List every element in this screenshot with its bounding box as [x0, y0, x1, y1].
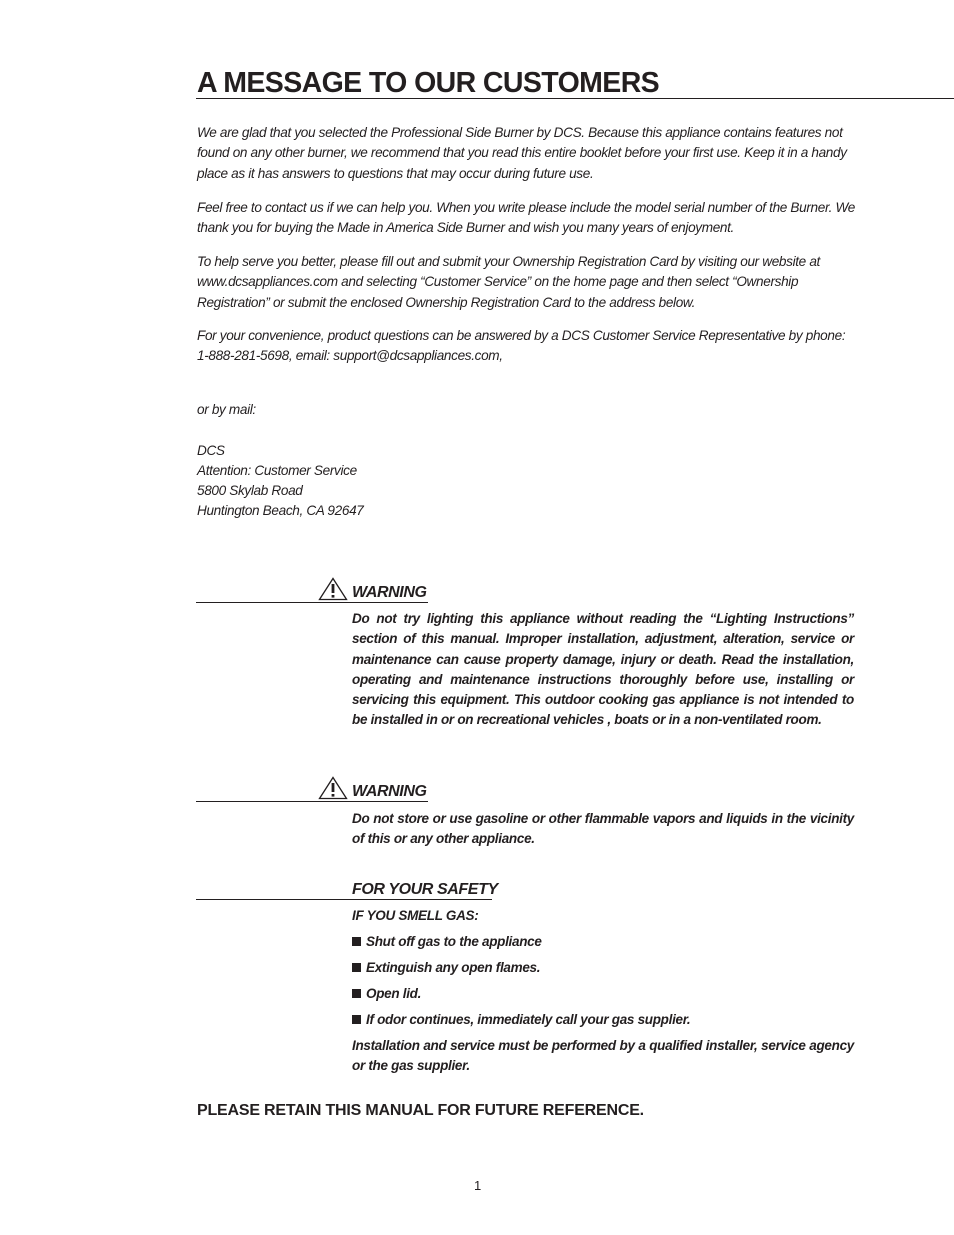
mail-intro: or by mail: — [197, 402, 256, 417]
address-line: 5800 Skylab Road — [197, 483, 303, 498]
warning-triangle-icon — [318, 577, 348, 601]
warning-text: Do not store or use gasoline or other flammable vapors and liquids in the vicinity of this or any other appliance. — [352, 811, 854, 847]
section-rule — [196, 899, 492, 900]
intro-paragraph-3: To help serve you better, please fill out and submit your Ownership Registration Card by visiting our website at www.dcsappliances.com and selecting “Customer Service” on the home page and then select “Ownership Registration” or submit the enclosed Ownership Registration Card to the address below. — [197, 254, 820, 310]
safety-item — [352, 958, 540, 978]
safety-item — [352, 932, 542, 952]
address-line: Huntington Beach, CA 92647 — [197, 503, 364, 518]
square-bullet-icon — [352, 989, 361, 998]
square-bullet-icon — [352, 1015, 361, 1024]
safety-item — [352, 1010, 690, 1030]
safety-item — [352, 984, 421, 1004]
intro-paragraph-2: Feel free to contact us if we can help you. When you write please include the model serial number of the Burner. We thank you for buying the Made in America Side Burner and wish you many years of enjoyment. — [197, 200, 855, 236]
safety-item-text: Shut off gas to the appliance — [366, 934, 542, 949]
safety-note: Installation and service must be performed by a qualified installer, service agency or the gas supplier. — [352, 1038, 854, 1074]
safety-item-text: If odor continues, immediately call your gas supplier. — [366, 1012, 691, 1027]
page-number: 1 — [474, 1178, 482, 1193]
retain-notice: PLEASE RETAIN THIS MANUAL FOR FUTURE REFERENCE. — [197, 1102, 644, 1119]
square-bullet-icon — [352, 963, 361, 972]
warning-heading: WARNING — [352, 584, 427, 601]
warning-heading: WARNING — [352, 783, 427, 800]
address-line: DCS — [197, 443, 225, 458]
section-rule — [196, 602, 428, 603]
warning-text: Do not try lighting this appliance without reading the “Lighting Instructions” section of this manual. Improper installation, adjustment, alteration, service or maintenance can cause property damage, injury or death. Read the installation, operating and maintenance instructions thoroughly before use, installing or servicing this equipment. This outdoor cooking gas appliance is not intended to be installed in or on recreational vehicles , boats or in a non-ventilated room. — [352, 611, 854, 728]
safety-item-text: Extinguish any open flames. — [366, 960, 541, 975]
section-rule — [196, 801, 428, 802]
address-line: Attention: Customer Service — [197, 463, 357, 478]
square-bullet-icon — [352, 937, 361, 946]
safety-item-text: Open lid. — [366, 986, 422, 1001]
warning-triangle-icon — [318, 776, 348, 800]
safety-subheading: IF YOU SMELL GAS: — [352, 908, 479, 923]
intro-paragraph-1: We are glad that you selected the Professional Side Burner by DCS. Because this appliance contains features not found on any other burner, we recommend that you read this entire booklet before your first use. Keep it in a handy place as it has answers to questions that may occur during future use. — [197, 125, 847, 181]
title-rule — [196, 98, 954, 99]
intro-paragraph-4: For your convenience, product questions can be answered by a DCS Customer Service Representative by phone: 1-888-281-5698, email: support@dcsappliances.com, — [197, 328, 846, 364]
mailing-address — [197, 441, 363, 521]
safety-heading: FOR YOUR SAFETY — [352, 881, 498, 898]
page-title: A MESSAGE TO OUR CUSTOMERS — [197, 67, 660, 99]
